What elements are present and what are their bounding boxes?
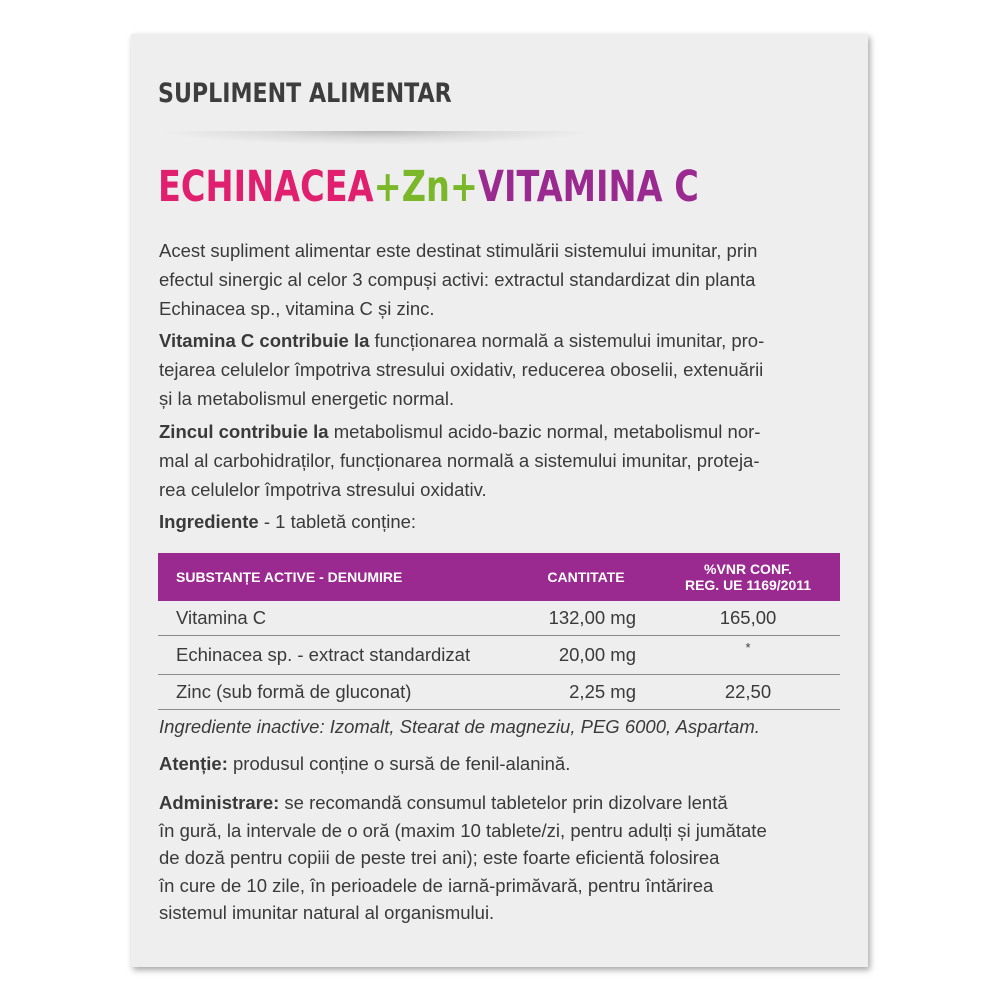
administration-line-5: sistemul imunitar natural al organismului. xyxy=(159,902,495,923)
intro-line-1: Acest supliment alimentar este destinat stimulării sistemului imunitar, prin xyxy=(159,240,758,261)
administration-paragraph xyxy=(159,789,849,927)
row-quantity: 132,00 mg xyxy=(516,601,656,636)
vitamin-c-line-3: și la metabolismul energetic normal. xyxy=(159,388,455,409)
table-header-row xyxy=(158,553,840,601)
category-title: SUPLIMENT ALIMENTAR xyxy=(158,78,452,109)
vitamin-c-paragraph xyxy=(159,326,849,413)
zinc-paragraph xyxy=(159,417,849,504)
product-title-zn: Zn xyxy=(401,162,450,212)
ingredients-bold: Ingrediente xyxy=(159,511,259,532)
warning-paragraph xyxy=(159,753,849,775)
table-row xyxy=(158,675,840,710)
ingredients-rest: - 1 tabletă conține: xyxy=(258,511,417,532)
ingredients-table xyxy=(158,553,840,710)
row-name: Vitamina C xyxy=(158,601,516,636)
product-title-echinacea: ECHINACEA xyxy=(158,162,374,212)
product-title-plus-2: + xyxy=(449,162,479,212)
administration-line-1: se recomandă consumul tabletelor prin dizolvare lentă xyxy=(279,792,728,813)
administration-line-4: în cure de 10 zile, în perioadele de iarnă-primăvară, pentru întărirea xyxy=(159,874,714,896)
administration-line-2: în gură, la intervale de o oră (maxim 10 tablete/zi, pentru adulți și jumătate xyxy=(159,819,767,841)
row-name: Zinc (sub formă de gluconat) xyxy=(158,675,516,710)
row-vnr: 22,50 xyxy=(656,675,840,710)
warning-bold: Atenție: xyxy=(159,753,228,774)
zinc-line-3: rea celulelor împotriva stresului oxidativ. xyxy=(159,479,487,500)
product-title xyxy=(158,162,699,212)
row-vnr: * xyxy=(656,636,840,675)
label-panel xyxy=(131,34,868,967)
row-quantity: 20,00 mg xyxy=(516,636,656,675)
header-name: SUBSTANȚE ACTIVE - DENUMIRE xyxy=(158,553,516,601)
title-divider xyxy=(157,131,597,145)
vitamin-c-line-2: tejarea celulelor împotriva stresului oxidativ, reducerea oboselii, extenuării xyxy=(159,359,764,380)
intro-line-2: efectul sinergic al celor 3 compuși activi: extractul standardizat din planta xyxy=(159,269,756,290)
warning-rest: produsul conține o sursă de fenil-alanină. xyxy=(227,753,571,774)
header-vnr-line-1: %VNR CONF. xyxy=(704,561,792,577)
product-title-vitamina-c: VITAMINA C xyxy=(478,162,699,212)
header-vnr xyxy=(656,553,840,601)
header-quantity: CANTITATE xyxy=(516,553,656,601)
row-name: Echinacea sp. - extract standardizat xyxy=(158,636,516,675)
administration-bold: Administrare: xyxy=(159,792,280,813)
vitamin-c-line-1: funcționarea normală a sistemului imunitar, pro- xyxy=(369,330,765,351)
intro-paragraph xyxy=(159,236,849,323)
row-vnr: 165,00 xyxy=(656,601,840,636)
zinc-line-1: metabolismul acido-bazic normal, metabolismul nor- xyxy=(328,421,761,442)
zinc-line-2: mal al carbohidraților, funcționarea normală a sistemului imunitar, proteja- xyxy=(159,450,760,471)
ingredients-intro xyxy=(159,507,849,536)
table-row xyxy=(158,636,840,675)
header-vnr-line-2: REG. UE 1169/2011 xyxy=(684,577,812,593)
table-row xyxy=(158,601,840,636)
inactive-ingredients: Ingrediente inactive: Izomalt, Stearat de magneziu, PEG 6000, Aspartam. xyxy=(159,716,760,737)
intro-line-3: Echinacea sp., vitamina C și zinc. xyxy=(159,298,435,319)
row-quantity: 2,25 mg xyxy=(516,675,656,710)
vitamin-c-bold: Vitamina C contribuie la xyxy=(159,330,370,351)
administration-line-3: de doză pentru copiii de peste trei ani); este foarte eficientă folosirea xyxy=(159,847,720,868)
zinc-bold: Zincul contribuie la xyxy=(159,421,329,442)
product-title-plus-1: + xyxy=(373,162,402,212)
